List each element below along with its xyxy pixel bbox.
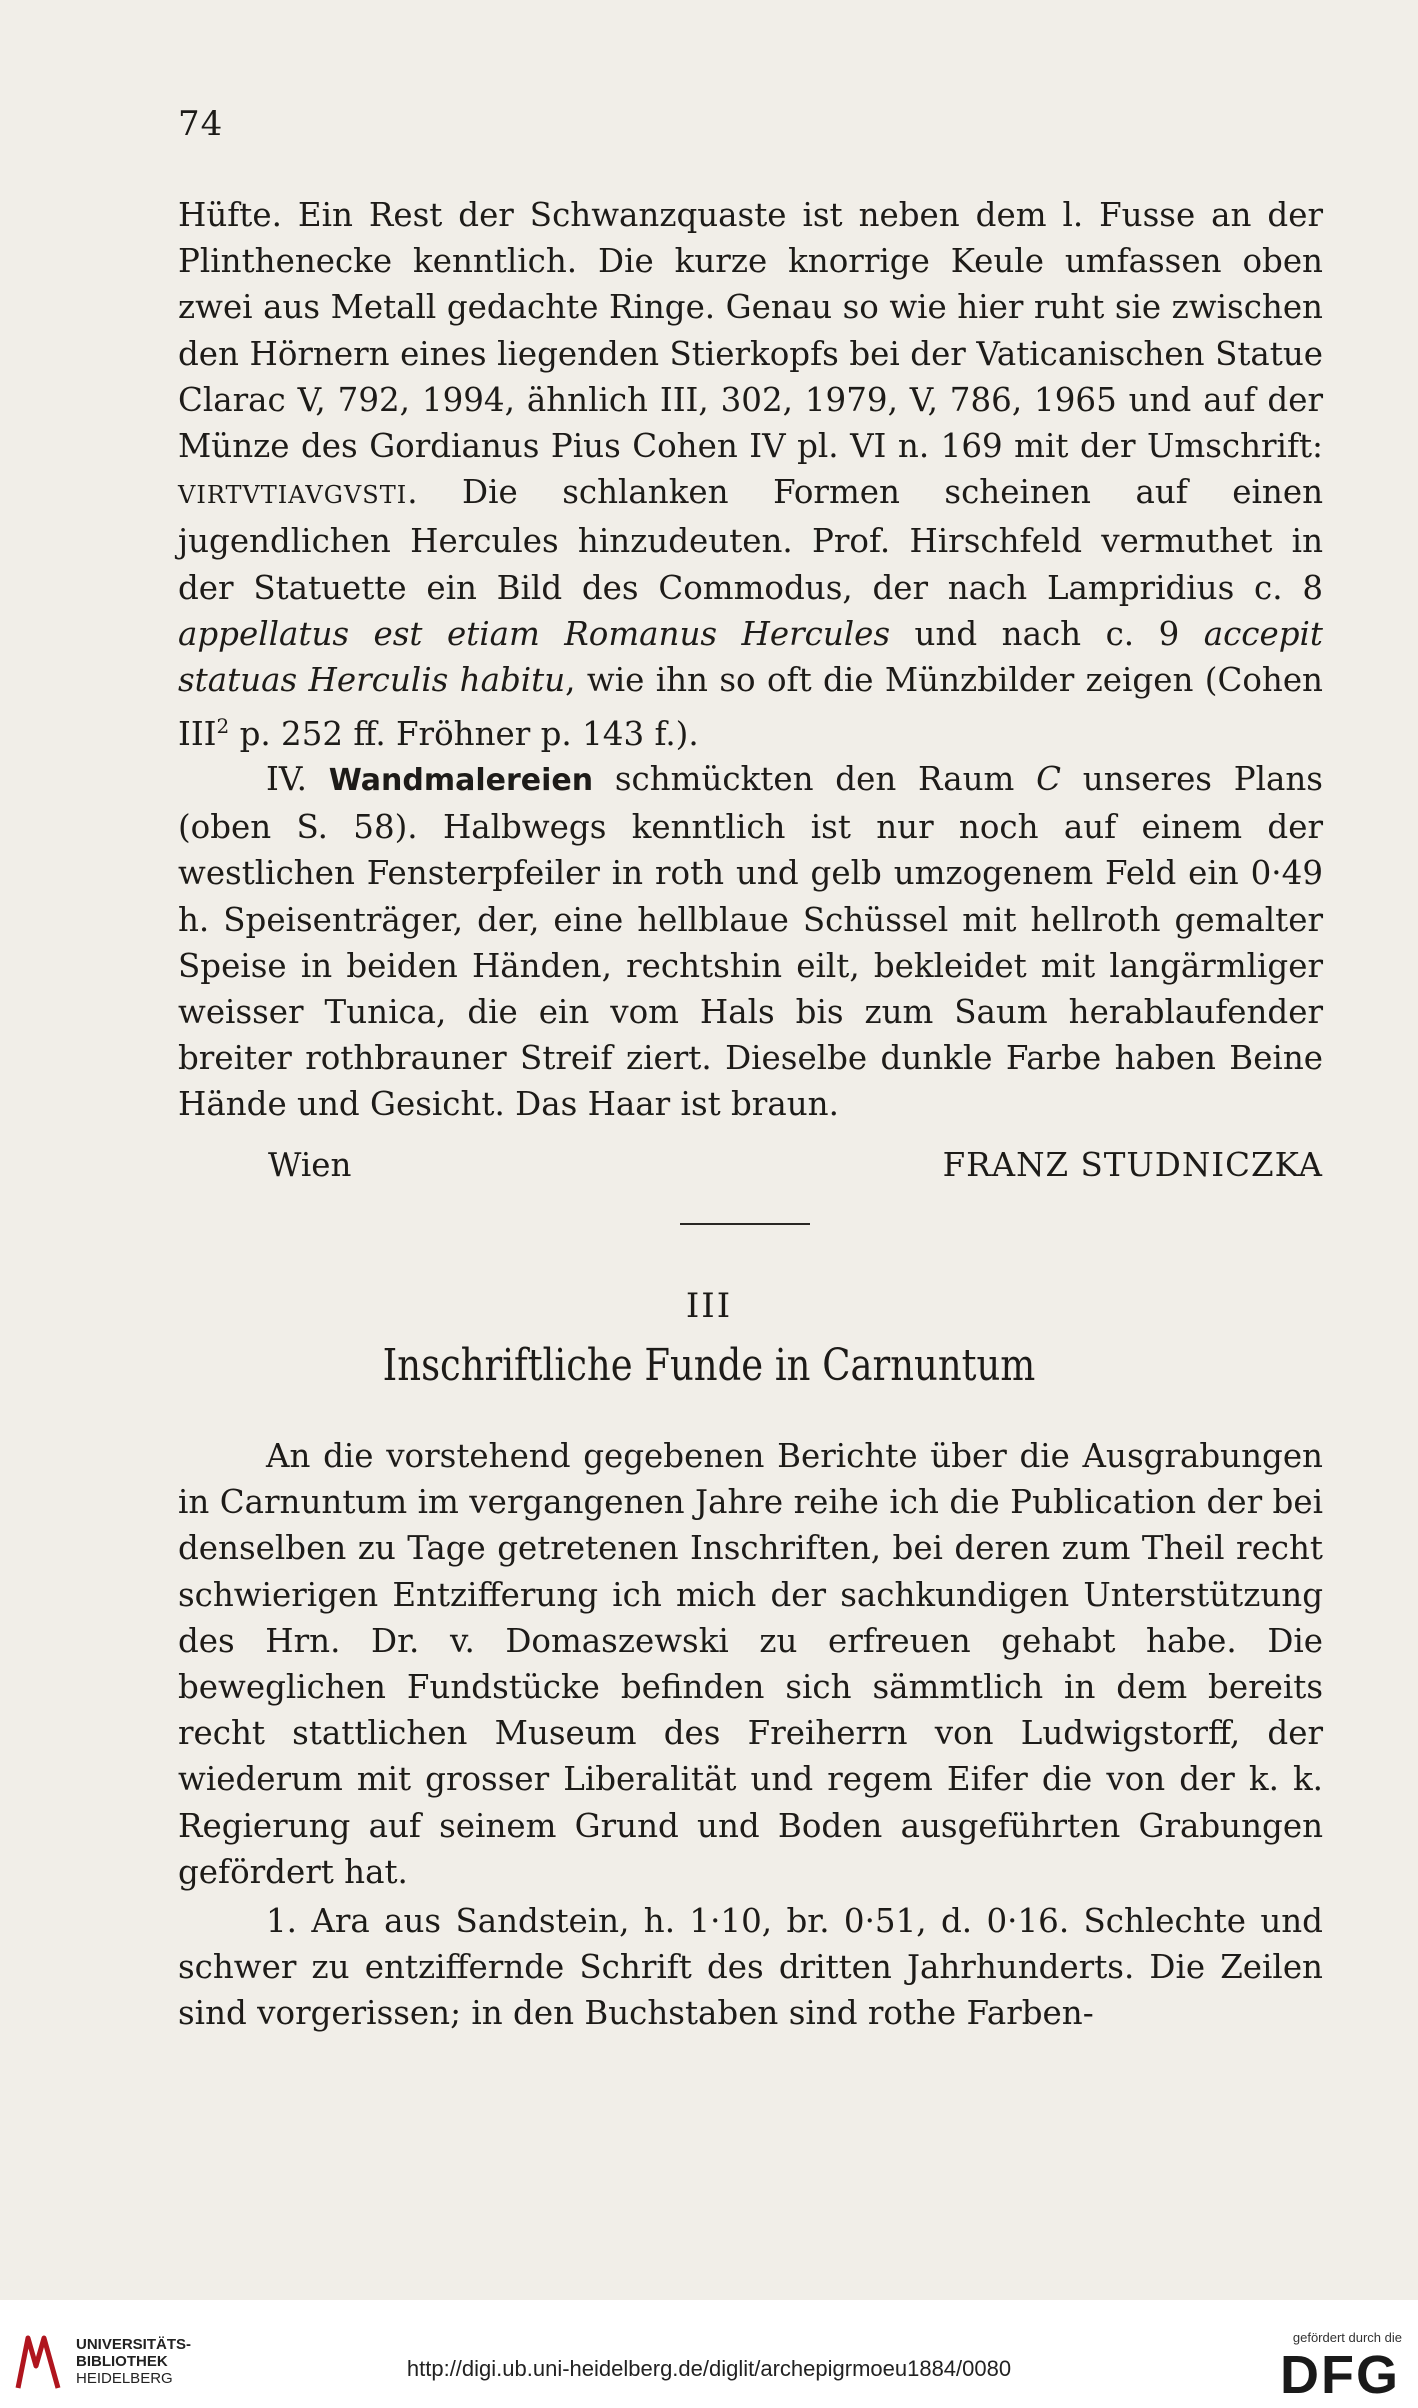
paragraph-text: und nach c. 9 (890, 614, 1204, 653)
signature-place: Wien (268, 1146, 352, 1184)
paragraph-text: . Die schlanken Formen scheinen auf einen jugendlichen Hercules hinzudeuten. Prof. Hirschfeld vermuthet in der Statuette ein Bild des Commodus, der nach Lampridius c. 8 (178, 473, 1323, 607)
paragraph-text: Hüfte. Ein Rest der Schwanzquaste ist neben dem l. Fusse an der Plinthenecke kenntlich. Die kurze knorrige Keule umfassen oben zwei aus Metall gedachte Ringe. Genau so wie hier ruht sie zwischen den Hörnern eines liegenden Stierkopfs bei der Vaticanischen Statue Clarac V, 792, 1994, ähnlich III, 302, 1979, V, 786, 1965 und auf der Münze des Gordianus Pius Cohen IV pl. VI n. 169 mit der Umschrift: (178, 196, 1323, 466)
paragraph-text: schmückten den Raum (593, 760, 1037, 798)
paragraph-text: 1. Ara aus Sandstein, h. 1·10, br. 0·51, d. 0·16. Schlechte und schwer zu entziffernde Schrift des dritten Jahrhunderts. Die Zeilen sind vorgerissen; in den Buchstaben sind rothe Farben- (178, 1902, 1323, 2033)
paragraph-introduction (178, 1433, 1323, 1895)
superscript: 2 (216, 714, 230, 739)
paragraph-text: unseres Plans (oben S. 58). Halbwegs kenntlich ist nur noch auf einem der westlichen Fensterpfeiler in roth und gelb umzogenem Feld ein 0·49 h. Speisenträger, der, eine hellblaue Schüssel mit hellroth gemalter Speise in beiden Händen, rechtshin eilt, bekleidet mit langärmliger weisser Tunica, die ein vom Hals bis zum Saum herablaufender breiter rothbrauner Streif ziert. Dieselbe dunkle Farbe haben Beine Hände und Gesicht. Das Haar ist braun. (178, 760, 1323, 1124)
library-line: HEIDELBERG (76, 2370, 173, 2387)
dfg-logo: DFG (1280, 2345, 1400, 2405)
section-divider (680, 1223, 810, 1225)
section-number: III (685, 1286, 733, 1326)
footer-bar (0, 2300, 1418, 2408)
signature-line (178, 1146, 1323, 1184)
section-title: Inschriftliche Funde in Carnuntum (382, 1340, 1036, 1391)
page-number: 74 (178, 104, 224, 144)
paragraph-text: An die vorstehend gegebenen Berichte über die Ausgrabungen in Carnuntum im vergangenen Jahre reihe ich die Publication der bei denselben zu Tage getretenen Inschriften, bei deren zum Theil recht schwierigen Entzifferung ich mich der sachkundigen Unterstützung des Hrn. Dr. v. Domaszewski zu erfreuen gehabt habe. Die beweglichen Fundstücke befinden sich sämmtlich in dem bereits recht stattlichen Museum des Freiherrn von Ludwigstorff, der wiederum mit grosser Liberalität und regem Eifer die von der k. k. Regierung auf seinem Grund und Boden ausgeführten Grabungen gefördert hat. (178, 1437, 1323, 1891)
section-keyword: Wandmalereien (328, 763, 594, 798)
source-url-link[interactable]: http://digi.ub.uni-heidelberg.de/diglit/archepigrmoeu1884/0080 (406, 2356, 1012, 2381)
library-line: UNIVERSITÄTS- (76, 2336, 192, 2353)
room-label: C (1036, 760, 1061, 798)
signature-author: FRANZ STUDNICZKA (942, 1146, 1323, 1184)
coin-inscription: VIRTVTIAVGVSTI (178, 481, 408, 510)
paragraph-wall-paintings (178, 756, 1323, 1128)
library-line: BIBLIOTHEK (76, 2353, 168, 2370)
paragraph-hercules-statuette (178, 192, 1323, 757)
paragraph-text: p. 252 ff. Fröhner p. 143 f.). (229, 715, 699, 754)
funder-caption: gefördert durch die (1292, 2330, 1402, 2345)
paragraph-text: , wie ihn so oft die Münzbilder zeigen (Cohen III (178, 661, 1323, 754)
latin-quote: accepit statuas Herculis habitu (178, 614, 1323, 700)
paragraph-text: IV. (266, 760, 329, 798)
paragraph-ara (178, 1898, 1323, 2037)
latin-quote: appellatus est etiam Romanus Hercules (178, 614, 891, 653)
